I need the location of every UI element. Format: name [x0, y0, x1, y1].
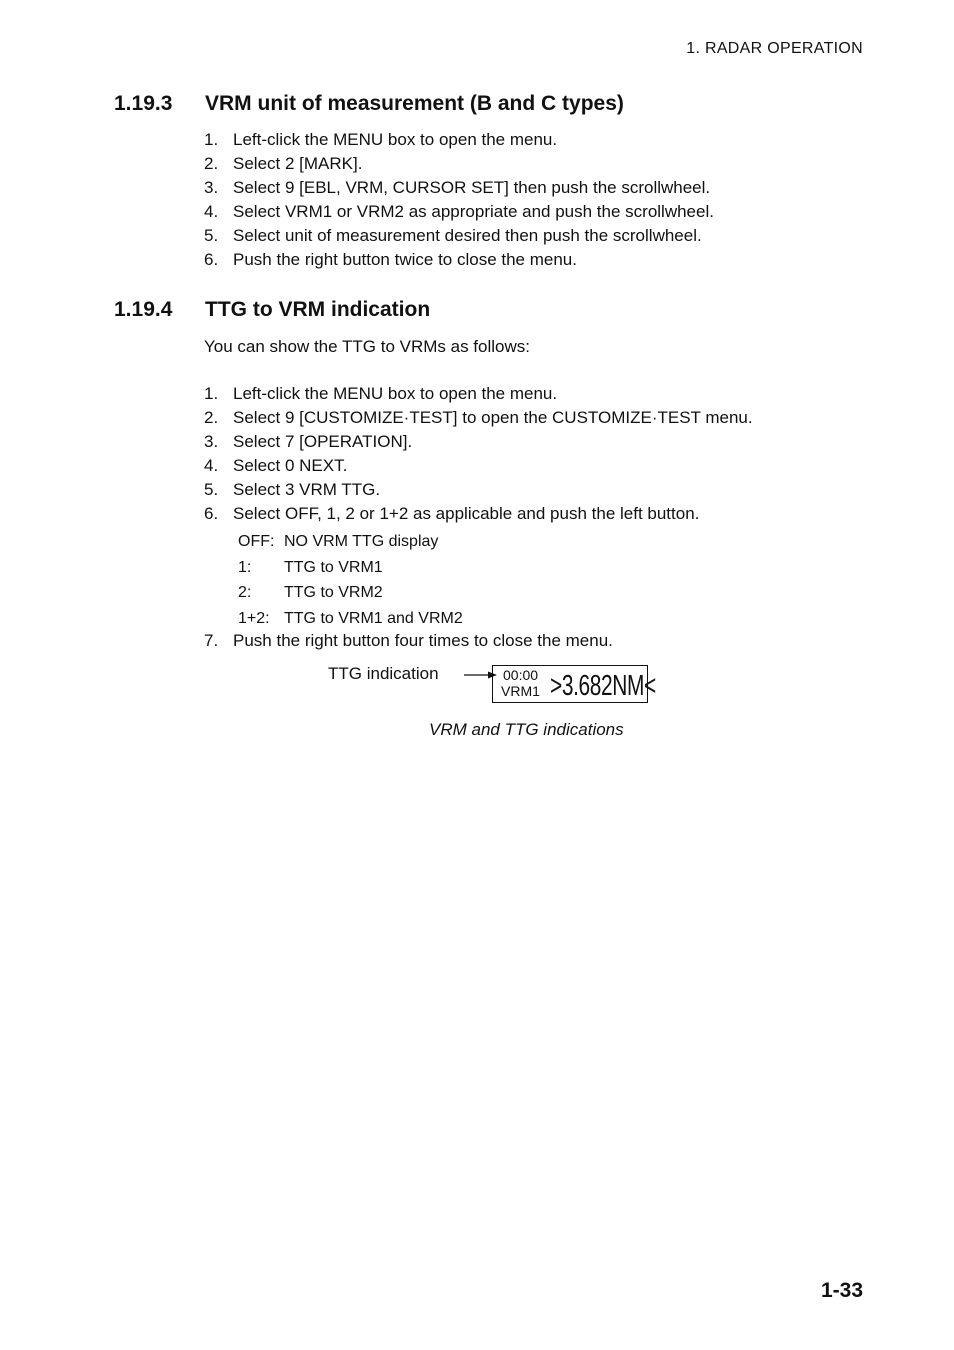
step-number: 3. — [204, 178, 219, 197]
figure-callout-label: TTG indication — [328, 664, 439, 683]
final-step-list — [204, 629, 613, 653]
step-number: 6. — [204, 504, 219, 523]
page-number: 1-33 — [820, 1279, 863, 1302]
option-value: NO VRM TTG display — [284, 533, 439, 550]
step-number: 7. — [204, 631, 219, 650]
step-text: Select 2 [MARK]. — [233, 154, 363, 173]
step-text: Push the right button four times to close the menu. — [233, 631, 613, 650]
step-number: 2. — [204, 154, 219, 173]
step-number: 3. — [204, 432, 219, 451]
list-item — [204, 248, 714, 272]
list-item — [204, 224, 714, 248]
section-heading-1-19-3 — [114, 92, 624, 116]
option-row — [238, 606, 463, 632]
option-key: 1+2: — [238, 609, 270, 627]
option-row — [238, 529, 463, 555]
steps-list-1-19-4 — [204, 382, 753, 526]
list-item — [204, 430, 753, 454]
step-text: Left-click the MENU box to open the menu. — [233, 384, 558, 403]
list-item — [204, 176, 714, 200]
step-text: Select unit of measurement desired then push the scrollwheel. — [233, 226, 702, 245]
option-value: TTG to VRM2 — [284, 584, 383, 601]
ttg-time: 00:00 — [503, 667, 539, 683]
option-row — [238, 580, 463, 606]
step-text: Select 7 [OPERATION]. — [233, 432, 413, 451]
section-title: TTG to VRM indication — [205, 298, 431, 321]
step-number: 1. — [204, 130, 219, 149]
step-text: Select OFF, 1, 2 or 1+2 as applicable and push the left button. — [233, 504, 700, 523]
step-number: 1. — [204, 384, 219, 403]
list-item — [204, 152, 714, 176]
step-text: Select 0 NEXT. — [233, 456, 348, 475]
option-key: 1: — [238, 558, 252, 576]
list-item — [204, 406, 753, 430]
step-number: 6. — [204, 250, 219, 269]
section-number: 1.19.4 — [114, 298, 173, 321]
option-list — [238, 529, 463, 631]
option-key: OFF: — [238, 533, 275, 550]
list-item — [204, 629, 613, 653]
step-text: Select 9 [EBL, VRM, CURSOR SET] then push the scrollwheel. — [233, 178, 711, 197]
section-heading-1-19-4 — [114, 298, 430, 322]
list-item — [204, 382, 753, 406]
step-text: Select VRM1 or VRM2 as appropriate and push the scrollwheel. — [233, 202, 714, 221]
option-value: TTG to VRM1 and VRM2 — [284, 609, 463, 627]
step-text: Left-click the MENU box to open the menu. — [233, 130, 558, 149]
step-number: 5. — [204, 480, 219, 499]
step-number: 4. — [204, 202, 219, 221]
option-row — [238, 555, 463, 581]
running-header: 1. RADAR OPERATION — [686, 40, 863, 57]
option-key: 2: — [238, 584, 252, 601]
step-number: 4. — [204, 456, 219, 475]
steps-list-1-19-3 — [204, 128, 714, 272]
vrm-range-value: >3.682NM< — [550, 670, 656, 702]
vrm-name: VRM1 — [501, 683, 540, 699]
list-item — [204, 200, 714, 224]
list-item — [204, 128, 714, 152]
list-item — [204, 502, 753, 526]
step-text: Push the right button twice to close the menu. — [233, 250, 577, 269]
list-item — [204, 454, 753, 478]
step-number: 5. — [204, 226, 219, 245]
step-text: Select 3 VRM TTG. — [233, 480, 381, 499]
step-number: 2. — [204, 408, 219, 427]
list-item — [204, 478, 753, 502]
section-intro: You can show the TTG to VRMs as follows: — [204, 337, 530, 356]
step-text: Select 9 [CUSTOMIZE·TEST] to open the CUSTOMIZE·TEST menu. — [233, 408, 753, 427]
section-title: VRM unit of measurement (B and C types) — [205, 92, 624, 115]
figure-caption: VRM and TTG indications — [429, 720, 624, 739]
section-number: 1.19.3 — [114, 92, 173, 115]
option-value: TTG to VRM1 — [284, 558, 383, 576]
vrm-readout-box — [492, 665, 656, 703]
